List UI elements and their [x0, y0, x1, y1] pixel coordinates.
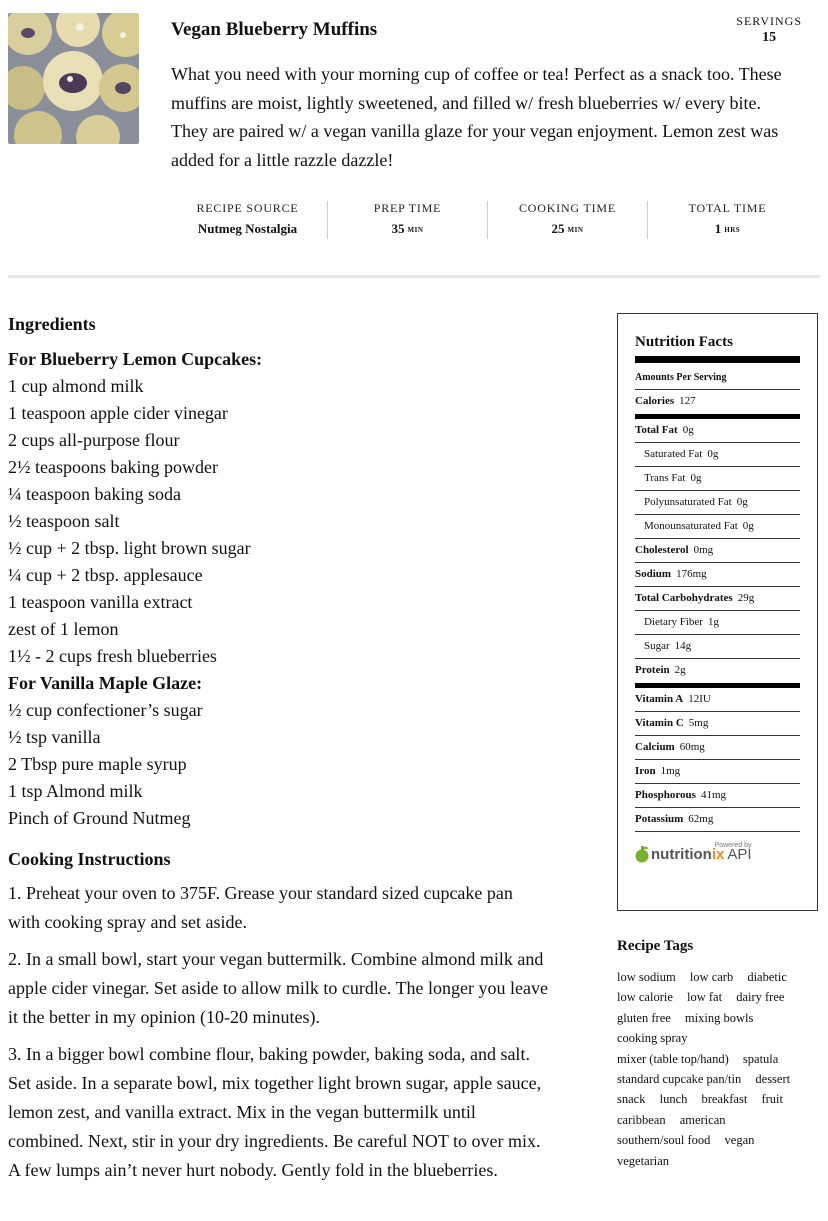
recipe-tag[interactable]: low fat	[687, 990, 723, 1005]
recipe-tags	[617, 938, 823, 1171]
meta-value: Nutmeg Nostalgia	[197, 221, 298, 236]
nutrition-main-rows	[635, 539, 800, 683]
recipe-tag[interactable]: caribbean	[617, 1112, 666, 1127]
recipe-tag[interactable]: low carb	[689, 970, 734, 984]
ingredient-item: 1 teaspoon apple cider vinegar	[8, 403, 228, 423]
meta-recipe-source	[168, 201, 328, 239]
ingredient-item: ¼ cup + 2 tbsp. applesauce	[8, 565, 203, 585]
amounts-per-serving: Amounts Per Serving	[635, 367, 800, 390]
instruction-step: 1. Preheat your oven to 375F. Grease your standard sized cupcake pan with cooking spray and set aside.	[8, 883, 513, 932]
recipe-tag[interactable]: fruit	[761, 1092, 783, 1107]
nutrition-row: Phosphorous 41mg	[635, 784, 800, 808]
ingredient-item: ½ teaspoon salt	[8, 511, 120, 531]
recipe-tag[interactable]: dessert	[755, 1072, 791, 1087]
recipe-tag[interactable]: low sodium	[617, 970, 676, 984]
nutrition-row: Polyunsaturated Fat 0g	[635, 491, 800, 515]
nutrition-vitamin-rows	[635, 688, 800, 832]
nutrition-row-calories: Calories 127	[635, 395, 696, 407]
meta-label: COOKING TIME	[518, 201, 617, 215]
servings-value: 15	[762, 30, 777, 45]
powered-by-text: Powered by	[714, 842, 752, 849]
instruction-list	[8, 879, 548, 1185]
nutrition-row: Cholesterol 0mg	[635, 539, 800, 563]
recipe-meta	[168, 201, 808, 239]
nutrition-row: Dietary Fiber 1g	[635, 611, 800, 635]
ingredient-item: Pinch of Ground Nutmeg	[8, 808, 191, 828]
nutrition-row: Sugar 14g	[635, 635, 800, 659]
ingredient-list	[8, 697, 548, 832]
recipe-tag[interactable]: dairy free	[736, 990, 785, 1005]
ingredient-item: 2 cups all-purpose flour	[8, 430, 180, 450]
ingredient-item: 2 Tbsp pure maple syrup	[8, 754, 187, 774]
nutrition-row: Trans Fat 0g	[635, 467, 800, 491]
nutrition-facts-panel	[617, 313, 818, 911]
recipe-tag[interactable]: gluten free	[617, 1010, 671, 1025]
recipe-tag[interactable]: american	[679, 1112, 726, 1127]
nutrition-row: Total Fat 0g	[635, 419, 800, 443]
ingredient-item: 2½ teaspoons baking powder	[8, 457, 218, 477]
meta-total-time	[648, 201, 807, 239]
nutrition-row: Vitamin A 12IU	[635, 688, 800, 712]
recipe-tag[interactable]: mixer (table top/hand)	[617, 1051, 729, 1066]
ingredient-item: ½ cup confectioner’s sugar	[8, 700, 203, 720]
apple-icon	[635, 845, 649, 863]
servings-label: SERVINGS	[736, 14, 802, 28]
nutrition-row: Total Carbohydrates 29g	[635, 587, 800, 611]
meta-value: 1 HRS	[714, 221, 741, 236]
ingredients-heading: Ingredients	[8, 314, 96, 334]
servings-block	[736, 14, 802, 46]
meta-label: PREP TIME	[373, 201, 442, 215]
recipe-tag[interactable]: mixing bowls	[684, 1010, 754, 1025]
nutrition-row: Saturated Fat 0g	[635, 443, 800, 467]
meta-value: 25 MIN	[551, 221, 584, 236]
meta-label: RECIPE SOURCE	[196, 201, 299, 215]
tag-list	[617, 967, 823, 1171]
nutrition-row: Potassium 62mg	[635, 808, 800, 832]
nutrition-row: Monounsaturated Fat 0g	[635, 515, 800, 539]
ingredient-item: 1½ - 2 cups fresh blueberries	[8, 646, 217, 666]
recipe-tag[interactable]: snack	[617, 1092, 646, 1107]
nutrition-row: Iron 1mg	[635, 760, 800, 784]
nutrition-divider	[635, 356, 800, 363]
ingredient-item: ¼ teaspoon baking soda	[8, 484, 181, 504]
ingredient-item: 1 tsp Almond milk	[8, 781, 143, 801]
nutrition-row: Sodium 176mg	[635, 563, 800, 587]
muffin-photo-graphic	[8, 13, 139, 144]
meta-prep-time	[328, 201, 488, 239]
nutrition-fat-rows	[635, 419, 800, 539]
nutritionix-logo[interactable]: Powered by nutritionix API	[635, 842, 800, 863]
instruction-step: 2. In a small bowl, start your vegan buttermilk. Combine almond milk and apple cider vinegar. Set aside to allow milk to curdle. The longer you leave it the better in my opinion (10-20 minutes).	[8, 949, 548, 1027]
recipe-tag[interactable]: low calorie	[617, 990, 673, 1005]
meta-value: 35 MIN	[391, 221, 424, 236]
nutrition-title: Nutrition Facts	[635, 334, 733, 350]
recipe-tag[interactable]: lunch	[659, 1092, 688, 1107]
recipe-tag[interactable]: breakfast	[701, 1092, 748, 1107]
ingredient-item: 1 cup almond milk	[8, 376, 144, 396]
nutrition-row: Calcium 60mg	[635, 736, 800, 760]
recipe-tags-heading: Recipe Tags	[617, 938, 694, 954]
recipe-tag[interactable]: diabetic	[747, 970, 787, 984]
recipe-title: Vegan Blueberry Muffins	[171, 19, 378, 40]
recipe-tag[interactable]: vegetarian	[617, 1153, 670, 1168]
ingredient-item: ½ tsp vanilla	[8, 727, 101, 747]
nutrition-row: Vitamin C 5mg	[635, 712, 800, 736]
recipe-tag[interactable]: spatula	[742, 1051, 779, 1066]
ingredient-group-title: For Vanilla Maple Glaze:	[8, 673, 203, 693]
ingredient-item: zest of 1 lemon	[8, 619, 119, 639]
ingredient-list	[8, 373, 548, 670]
meta-label: TOTAL TIME	[688, 201, 767, 215]
recipe-tag[interactable]: vegan	[724, 1133, 755, 1148]
instruction-step: 3. In a bigger bowl combine flour, baking powder, baking soda, and salt. Set aside. In a separate bowl, mix together light brown sugar, apple sauce, lemon zest, and vanilla extract. Mix in the vegan buttermilk until combined. Next, stir in your dry ingredients. Be careful NOT to over mix. A few lumps ain’t never hurt nobody. Gently fold in the blueberries.	[8, 1044, 542, 1180]
recipe-photo	[8, 13, 139, 144]
recipe-tag[interactable]: cooking spray	[617, 1031, 688, 1046]
meta-cooking-time	[488, 201, 648, 239]
recipe-tag[interactable]: southern/soul food	[617, 1133, 711, 1148]
section-divider	[8, 275, 820, 278]
nutrition-row: Protein 2g	[635, 664, 686, 676]
recipe-description: What you need with your morning cup of coffee or tea! Perfect as a snack too. These muffins are moist, lightly sweetened, and filled w/ fresh blueberries w/ every bite. They are paired w/ a vegan vanilla glaze for your vegan enjoyment. Lemon zest was added for a little razzle dazzle!	[171, 64, 782, 170]
recipe-body	[8, 312, 548, 1193]
ingredient-group-title: For Blueberry Lemon Cupcakes:	[8, 349, 263, 369]
ingredient-item: 1 teaspoon vanilla extract	[8, 592, 193, 612]
recipe-tag[interactable]: standard cupcake pan/tin	[617, 1072, 742, 1087]
ingredient-item: ½ cup + 2 tbsp. light brown sugar	[8, 538, 251, 558]
instructions-heading: Cooking Instructions	[8, 849, 171, 869]
